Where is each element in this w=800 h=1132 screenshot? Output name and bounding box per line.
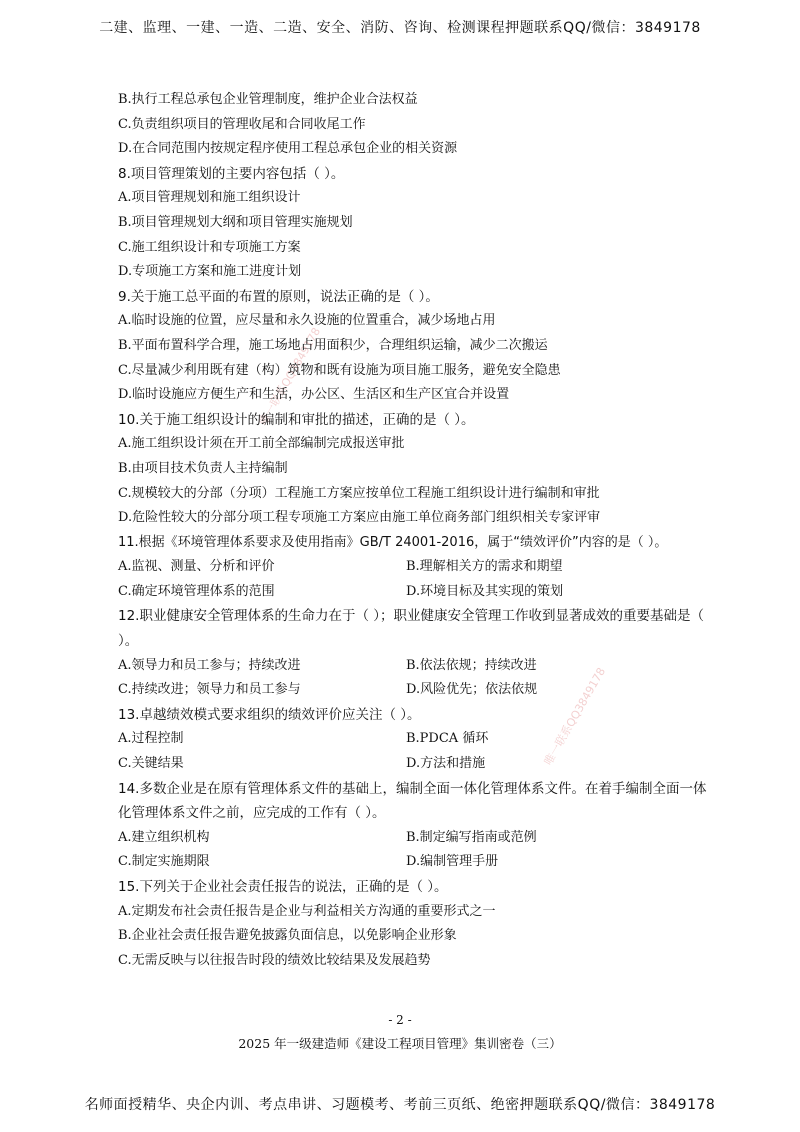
question-13-options xyxy=(118,727,718,752)
footer-title: 2025 年一级建造师《建设工程项目管理》集训密卷（三） xyxy=(238,1036,562,1051)
option-q9-d: D.临时设施应方便生产和生活，办公区、生活区和生产区宜合并设置 xyxy=(118,387,510,403)
option-q11-a: A.监视、测量、分析和评价 xyxy=(118,559,275,575)
question-8-stem: 8.项目管理策划的主要内容包括（ ）。 xyxy=(118,165,345,182)
option-q14-a: A.建立组织机构 xyxy=(118,829,210,845)
option-q14-c: C.制定实施期限 xyxy=(118,854,210,870)
question-11-options xyxy=(118,580,718,605)
option-q7-d: D.在合同范围内按规定程序使用工程总承包企业的相关资源 xyxy=(118,141,458,157)
option-q15-b: B.企业社会责任报告避免披露负面信息，以免影响企业形象 xyxy=(118,928,457,944)
question-12-options xyxy=(118,678,718,703)
option-q8-c: C.施工组织设计和专项施工方案 xyxy=(118,239,301,255)
option-q7-b: B.执行工程总承包企业管理制度，维护企业合法权益 xyxy=(118,92,418,107)
option-q11-d: D.环境目标及其实现的策划 xyxy=(406,583,564,599)
option-q10-a: A.施工组织设计须在开工前全部编制完成报送审批 xyxy=(118,436,405,452)
option-q14-d: D.编制管理手册 xyxy=(406,854,499,870)
option-q8-d: D.专项施工方案和施工进度计划 xyxy=(118,264,302,280)
question-11-options xyxy=(118,555,718,580)
question-9-stem: 9.关于施工总平面的布置的原则，说法正确的是（ ）。 xyxy=(118,288,439,305)
question-13-stem: 13.卓越绩效模式要求组织的绩效评价应关注（ ）。 xyxy=(118,706,421,723)
question-10-stem: 10.关于施工组织设计的编制和审批的描述，正确的是（ ）。 xyxy=(118,411,475,428)
option-q8-b: B.项目管理规划大纲和项目管理实施规划 xyxy=(118,214,353,230)
option-q10-c: C.规模较大的分部（分项）工程施工方案应按单位工程施工组织设计进行编制和审批 xyxy=(118,485,600,501)
option-q15-a: A.定期发布社会责任报告是企业与利益相关方沟通的重要形式之一 xyxy=(118,903,496,919)
page-number: - 2 - xyxy=(388,1013,412,1027)
option-q13-c: C.关键结果 xyxy=(118,756,184,772)
option-q12-b: B.依法依规；持续改进 xyxy=(406,657,537,673)
option-q9-a: A.临时设施的位置，应尽量和永久设施的位置重合，减少场地占用 xyxy=(118,313,496,329)
option-q8-a: A.项目管理规划和施工组织设计 xyxy=(118,190,301,206)
option-q9-b: B.平面布置科学合理，施工场地占用面积少，合理组织运输，减少二次搬运 xyxy=(118,337,548,353)
watermark: 唯一联系QQ3849178 xyxy=(541,665,609,768)
option-q15-c: C.无需反映与以往报告时段的绩效比较结果及发展趋势 xyxy=(118,952,431,968)
question-12-stem: 12.职业健康安全管理体系的生命力在于（ ）；职业健康安全管理工作收到显著成效的重要基础是（ ）。 xyxy=(118,608,705,650)
header-banner: 二建、监理、一建、一造、二造、安全、消防、咨询、检测课程押题联系QQ/微信：3849178 xyxy=(99,20,701,36)
option-q13-d: D.方法和措施 xyxy=(406,756,486,772)
question-14-stem: 14.多数企业是在原有管理体系文件的基础上，编制全面一体化管理体系文件。在着手编制全面一体化管理体系文件之前，应完成的工作有（ ）。 xyxy=(118,780,707,822)
question-14-options xyxy=(118,850,718,875)
option-q12-c: C.持续改进；领导力和员工参与 xyxy=(118,682,301,698)
option-q14-b: B.制定编写指南或范例 xyxy=(406,829,537,845)
option-q10-b: B.由项目技术负责人主持编制 xyxy=(118,460,288,476)
watermark: 唯一联系QQ3849178 xyxy=(256,325,324,428)
option-q13-b: B.PDCA 循环 xyxy=(406,731,489,747)
question-15-stem: 15.下列关于企业社会责任报告的说法，正确的是（ ）。 xyxy=(118,879,448,895)
option-q9-c: C.尽量减少利用既有建（构）筑物和既有设施为项目施工服务，避免安全隐患 xyxy=(118,362,561,378)
option-q12-d: D.风险优先；依法依规 xyxy=(406,682,538,698)
option-q10-d: D.危险性较大的分部分项工程专项施工方案应由施工单位商务部门组织相关专家评审 xyxy=(118,510,601,526)
footer-banner: 名师面授精华、央企内训、考点串讲、习题模考、考前三页纸、绝密押题联系QQ/微信：3849178 xyxy=(84,1097,716,1113)
option-q11-b: B.理解相关方的需求和期望 xyxy=(406,559,563,575)
question-11-stem: 11.根据《环境管理体系要求及使用指南》GB/T 24001-2016，属于“绩效评价”内容的是（ ）。 xyxy=(118,534,668,550)
question-14-options xyxy=(118,826,718,851)
option-q13-a: A.过程控制 xyxy=(118,731,184,747)
question-13-options xyxy=(118,752,718,777)
option-q7-c: C.负责组织项目的管理收尾和合同收尾工作 xyxy=(118,116,366,132)
option-q11-c: C.确定环境管理体系的范围 xyxy=(118,583,275,599)
exam-page xyxy=(118,88,718,973)
option-q12-a: A.领导力和员工参与；持续改进 xyxy=(118,657,301,673)
question-12-options xyxy=(118,654,718,679)
